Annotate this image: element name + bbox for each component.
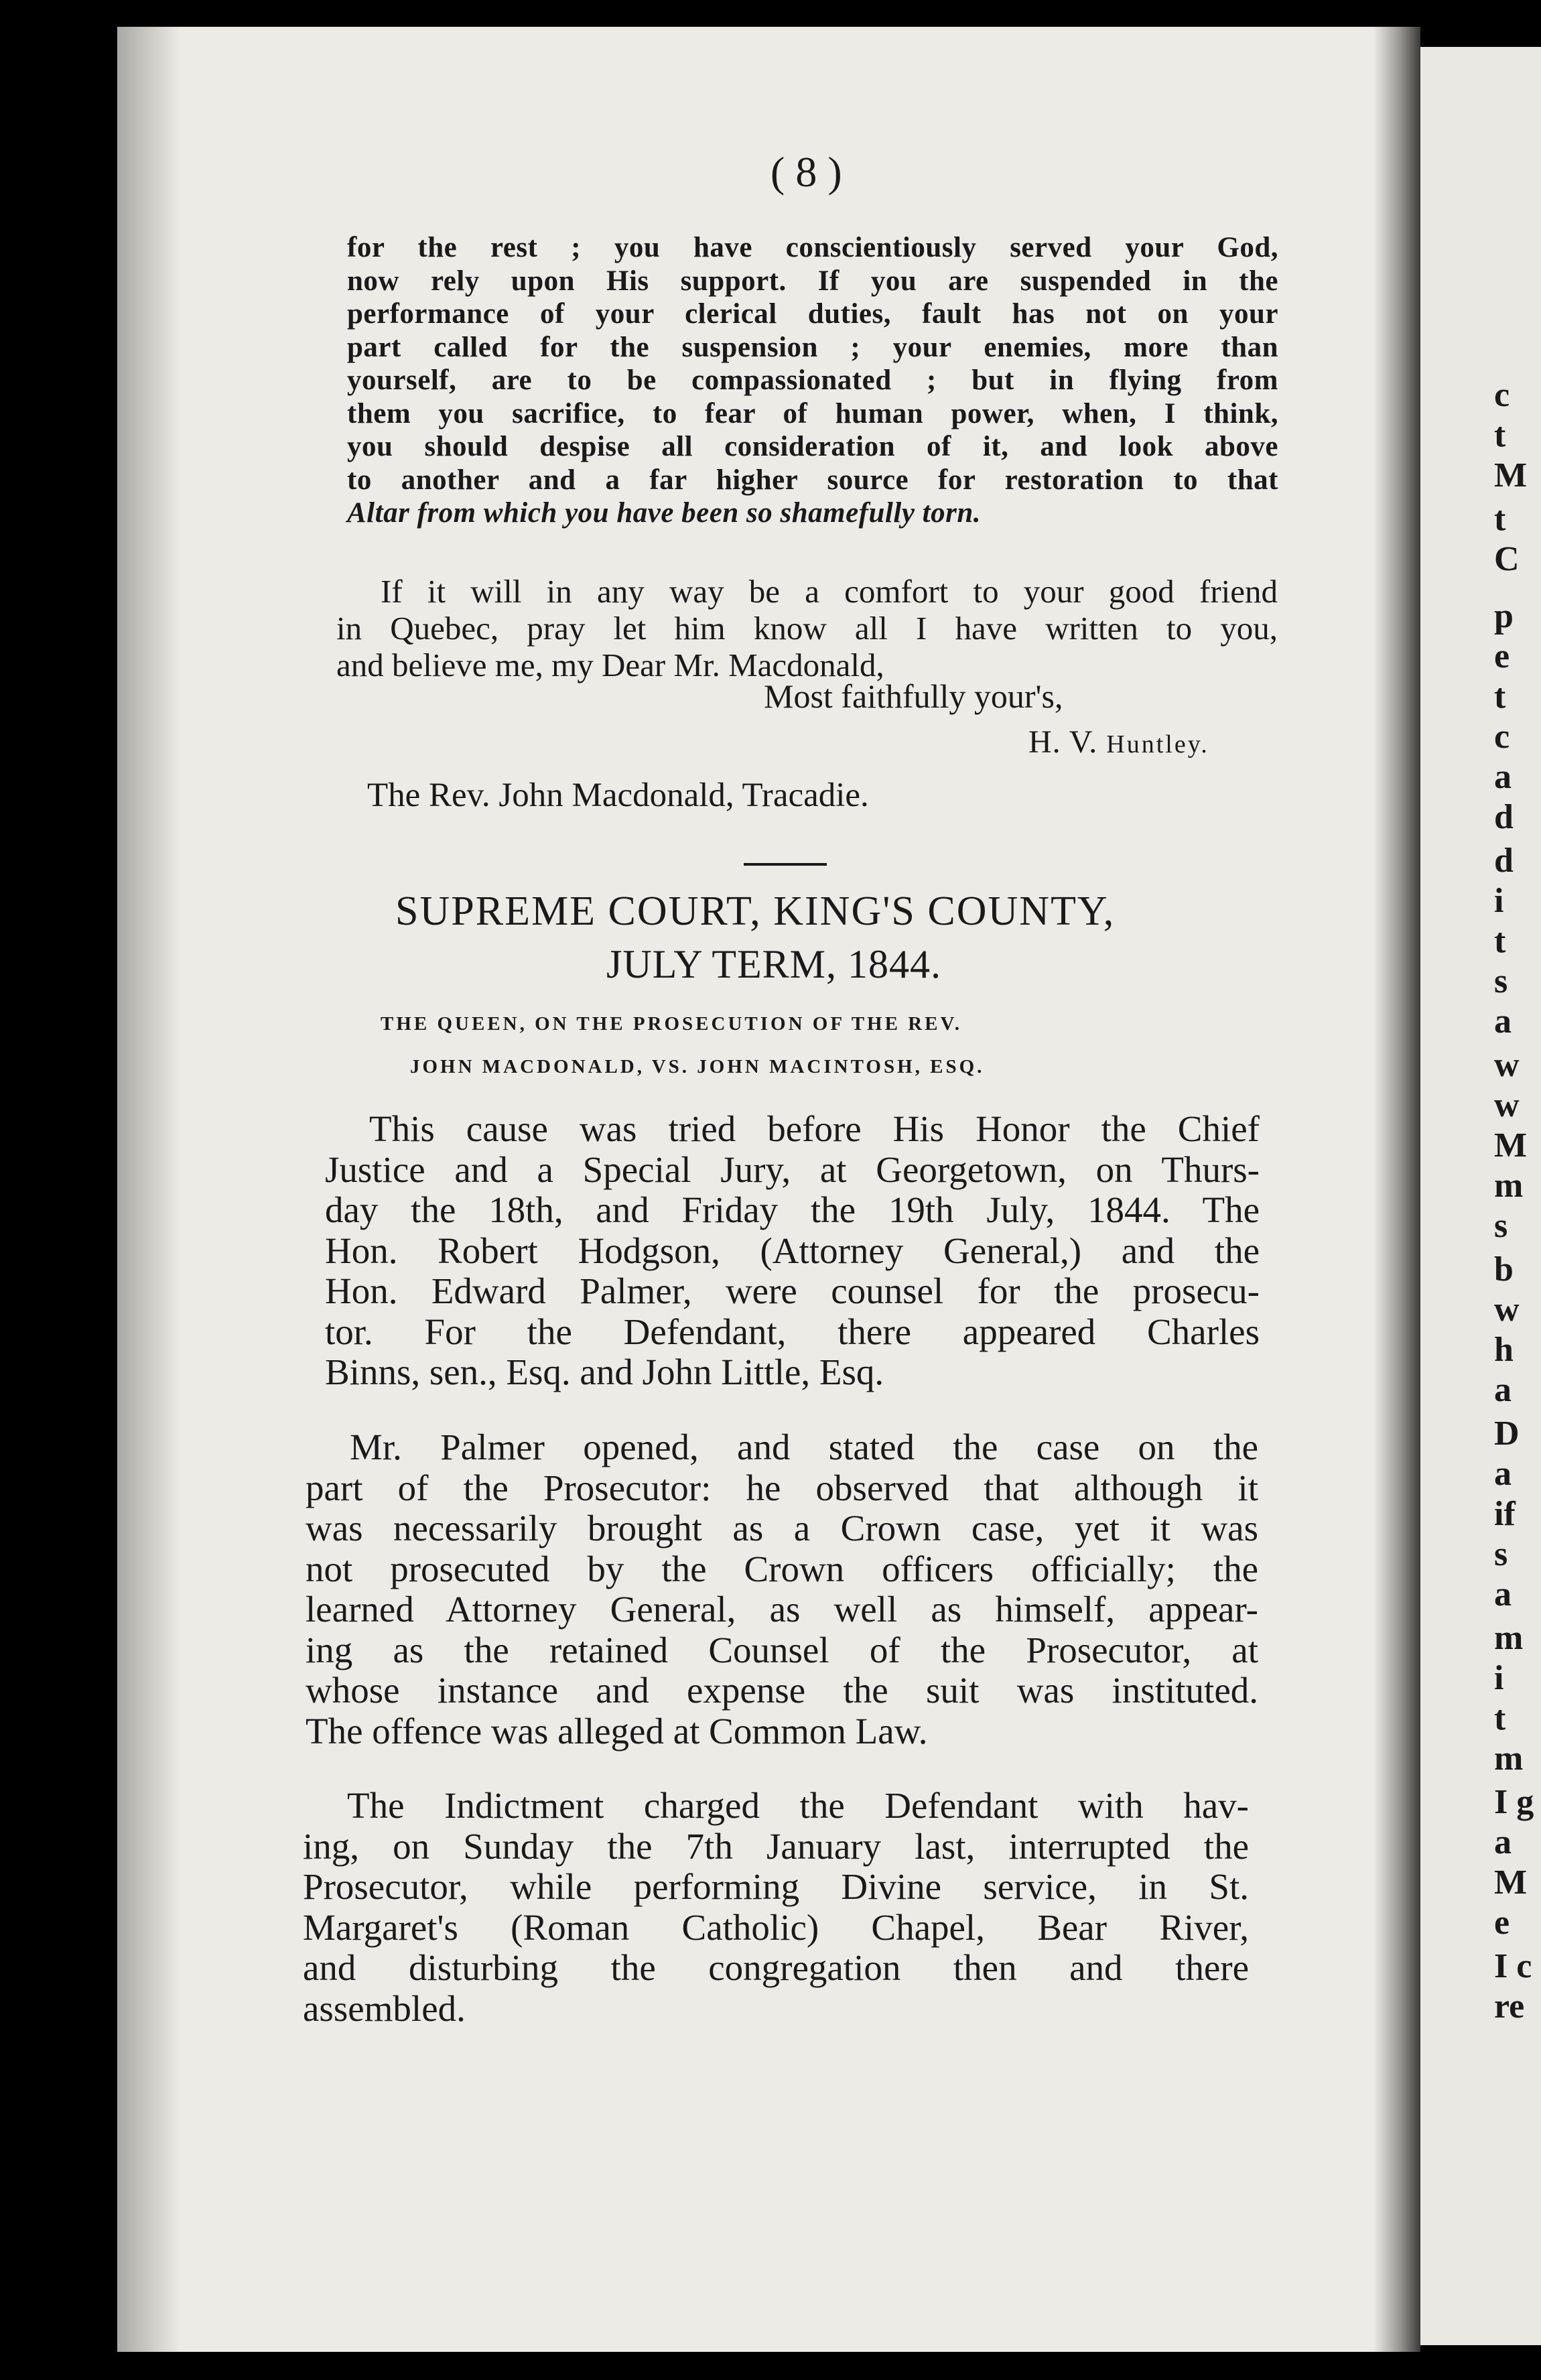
right-page-fragment: b: [1494, 1250, 1514, 1288]
text-line: you should despise all consideration of it, and look above: [347, 431, 1278, 462]
text-line: now rely upon His support. If you are suspended in the: [347, 265, 1278, 297]
page-edge-shadow: [117, 27, 181, 2352]
right-page-fragment: t: [1494, 677, 1506, 716]
text-line: performance of your clerical duties, fault has not on your: [347, 298, 1278, 330]
right-page-fragment: t: [1494, 416, 1506, 454]
right-page-fragment: w: [1494, 1046, 1520, 1084]
letter-paragraph-1: [347, 231, 1278, 530]
right-page-fragment: e: [1494, 637, 1510, 675]
right-page-fragment: t: [1494, 500, 1506, 538]
right-page-fragment: a: [1494, 1455, 1512, 1493]
right-page-fragment: i: [1494, 882, 1504, 920]
right-page-fragment: re: [1494, 1987, 1525, 2026]
closing: Most faithfully your's,: [764, 677, 1063, 715]
text-line: ing as the retained Counsel of the Prosecutor, at: [306, 1629, 1258, 1670]
right-page-fragment: m: [1494, 1619, 1524, 1657]
case-title-line: JOHN MACDONALD, VS. JOHN MACINTOSH, ESQ.: [410, 1056, 985, 1077]
right-page-fragment: M: [1494, 1126, 1528, 1165]
section-subheading: JULY TERM, 1844.: [606, 942, 942, 986]
section-rule: [744, 863, 827, 866]
text-line: part called for the suspension ; your enemies, more than: [347, 331, 1278, 363]
text-line: Binns, sen., Esq. and John Little, Esq.: [325, 1351, 884, 1392]
right-page-fragment: a: [1494, 758, 1512, 796]
text-line: whose instance and expense the suit was instituted.: [306, 1670, 1258, 1711]
text-line: and believe me, my Dear Mr. Macdonald,: [336, 647, 884, 683]
text-line: was necessarily brought as a Crown case, yet it was: [306, 1508, 1258, 1548]
text-line: Margaret's (Roman Catholic) Chapel, Bear River,: [303, 1906, 1249, 1948]
right-page-fragment: a: [1494, 1002, 1512, 1041]
text-line: day the 18th, and Friday the 19th July, 1844. The: [325, 1189, 1260, 1230]
text-line: and disturbing the congregation then and there: [303, 1947, 1249, 1988]
right-page-fragment: a: [1494, 1575, 1512, 1613]
text-line: for the rest ; you have conscientiously served your God,: [347, 232, 1278, 263]
right-page-fragment: I g: [1494, 1783, 1534, 1821]
right-page-fragment: c: [1494, 718, 1510, 756]
page-number: ( 8 ): [770, 148, 842, 196]
right-page-fragment: m: [1494, 1739, 1524, 1778]
right-page-fragment: s: [1494, 1535, 1508, 1573]
paragraph-3: [303, 1786, 1249, 2029]
right-page-fragment: M: [1494, 1863, 1528, 1902]
text-line: them you sacrifice, to fear of human power, when, I think,: [347, 397, 1278, 429]
text-line: Justice and a Special Jury, at Georgetown, on Thurs-: [325, 1148, 1260, 1190]
text-line: yourself, are to be compassionated ; but in flying from: [347, 365, 1278, 396]
right-page-fragment: C: [1494, 540, 1520, 578]
right-page-fragment: p: [1494, 597, 1514, 635]
right-page-fragment: h: [1494, 1331, 1514, 1369]
right-page-fragment: D: [1494, 1414, 1520, 1453]
right-page-fragment: a: [1494, 1823, 1512, 1861]
right-page-fragment: M: [1494, 456, 1528, 494]
case-title-line: THE QUEEN, ON THE PROSECUTION OF THE REV.: [381, 1013, 962, 1035]
right-page-fragment: c: [1494, 376, 1510, 414]
right-page-fragment: w: [1494, 1291, 1520, 1329]
text-line: ing, on Sunday the 7th January last, interrupted the: [303, 1825, 1249, 1867]
right-page-fragment: m: [1494, 1167, 1524, 1205]
text-line: Altar from which you have been so shamefully torn.: [347, 497, 981, 529]
right-page-fragment: s: [1494, 962, 1508, 1000]
letter-paragraph-2: [336, 573, 1278, 683]
text-line: If it will in any way be a comfort to your good friend: [381, 573, 1278, 610]
text-line: Hon. Robert Hodgson, (Attorney General,) and the: [325, 1230, 1260, 1271]
text-line: The offence was alleged at Common Law.: [306, 1710, 928, 1751]
signature: H. V. Huntley.: [1028, 724, 1209, 760]
text-line: The Indictment charged the Defendant with hav-: [347, 1785, 1249, 1826]
text-line: Mr. Palmer opened, and stated the case on the: [350, 1427, 1258, 1467]
right-page-fragment: w: [1494, 1086, 1520, 1124]
right-page-fragment: a: [1494, 1371, 1512, 1409]
right-page-fragment: t: [1494, 1699, 1506, 1737]
text-line: to another and a far higher source for restoration to that: [347, 464, 1278, 496]
text-line: part of the Prosecutor: he observed that although it: [306, 1467, 1258, 1508]
right-page-fragment: i: [1494, 1659, 1504, 1697]
right-page-fragment: d: [1494, 842, 1514, 880]
text-line: in Quebec, pray let him know all I have written to you,: [336, 610, 1278, 647]
right-page-fragment: I c: [1494, 1947, 1532, 1985]
right-page-fragment: if: [1494, 1495, 1516, 1533]
right-page-fragment: s: [1494, 1207, 1508, 1245]
text-line: not prosecuted by the Crown officers officially; the: [306, 1548, 1258, 1589]
text-line: tor. For the Defendant, there appeared Charles: [325, 1311, 1260, 1352]
text-line: assembled.: [303, 1987, 466, 2029]
text-line: Prosecutor, while performing Divine service, in St.: [303, 1866, 1249, 1907]
right-page-fragment: t: [1494, 922, 1506, 960]
right-page-fragment: e: [1494, 1904, 1510, 1942]
addressee: The Rev. John Macdonald, Tracadie.: [367, 777, 869, 814]
paragraph-2: [306, 1427, 1258, 1751]
right-page-fragment: d: [1494, 798, 1514, 836]
text-line: Hon. Edward Palmer, were counsel for the prosecu-: [325, 1270, 1260, 1311]
paragraph-1: [325, 1109, 1260, 1393]
section-heading: SUPREME COURT, KING'S COUNTY,: [395, 888, 1116, 934]
text-line: This cause was tried before His Honor the Chief: [369, 1108, 1260, 1149]
book-gutter: [1374, 27, 1420, 2352]
text-line: learned Attorney General, as well as himself, appear-: [306, 1589, 1258, 1630]
